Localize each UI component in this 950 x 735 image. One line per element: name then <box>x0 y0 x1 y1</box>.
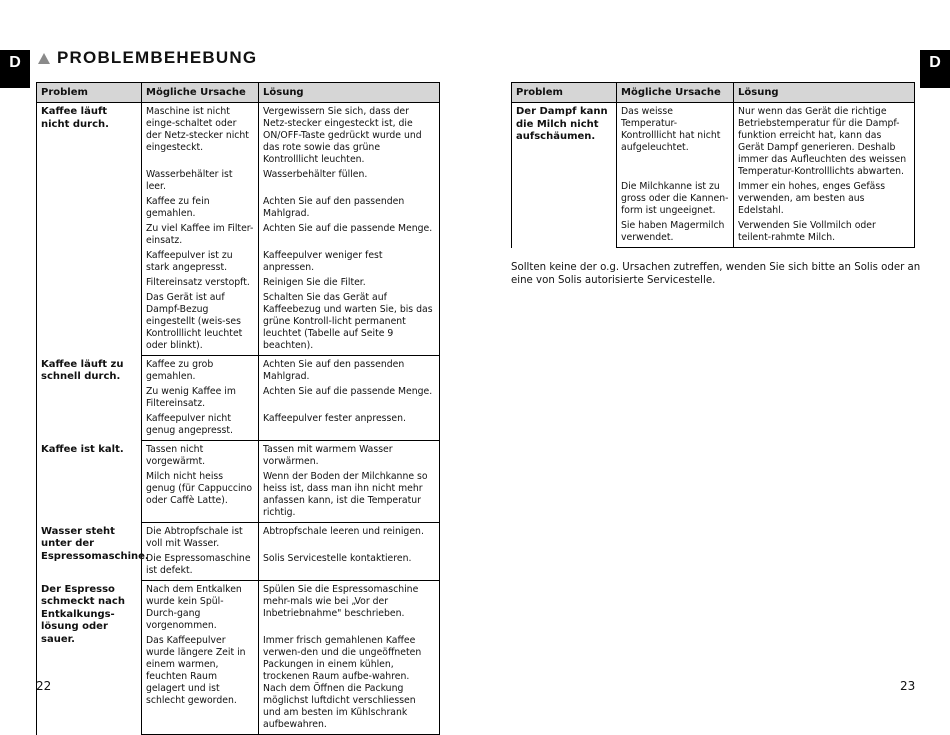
solution-cell: Kaffeepulver fester anpressen. <box>259 410 440 441</box>
cause-cell: Kaffee zu grob gemahlen. <box>142 356 259 384</box>
cause-cell: Das weisse Temperatur-Kontrolllicht hat nicht aufgeleuchtet. <box>617 103 734 179</box>
solution-cell: Immer ein hohes, enges Gefäss verwenden, am besten aus Edelstahl. <box>734 178 915 217</box>
header-solution: Lösung <box>259 83 440 103</box>
cause-cell: Zu viel Kaffee im Filter-einsatz. <box>142 220 259 247</box>
cause-cell: Kaffee zu fein gemahlen. <box>142 193 259 220</box>
table-row <box>512 103 915 179</box>
header-cause: Mögliche Ursache <box>617 83 734 103</box>
solution-cell: Immer frisch gemahlenen Kaffee verwen-den und die ungeöffneten Packungen in einem kühlen, trockenen Raum aufbe-wahren. Nach dem Öffnen die Packung möglichst luftdicht verschliessen und am besten im Kühlschrank aufbewahren. <box>259 632 440 735</box>
cause-cell: Die Espressomaschine ist defekt. <box>142 550 259 581</box>
page-number-left: 22 <box>36 679 52 693</box>
header-problem: Problem <box>512 83 617 103</box>
table-body-left <box>37 103 440 735</box>
troubleshooting-table-left <box>36 82 440 735</box>
solution-cell: Wenn der Boden der Milchkanne so heiss ist, dass man ihn nicht mehr anfassen kann, ist die Temperatur richtig. <box>259 468 440 523</box>
cause-cell: Die Abtropfschale ist voll mit Wasser. <box>142 523 259 551</box>
page-title <box>38 48 257 68</box>
problem-cell: Wasser steht unter der Espressomaschine. <box>37 523 142 581</box>
solution-cell: Abtropfschale leeren und reinigen. <box>259 523 440 551</box>
cause-cell: Wasserbehälter ist leer. <box>142 166 259 193</box>
table-row <box>37 356 440 384</box>
page-number-right: 23 <box>900 679 916 693</box>
problem-cell: Kaffee ist kalt. <box>37 441 142 523</box>
solution-cell: Schalten Sie das Gerät auf Kaffeebezug und warten Sie, bis das grüne Kontroll-licht permanent leuchtet (Tabelle auf Seite 9 beachten). <box>259 289 440 356</box>
solution-cell: Achten Sie auf den passenden Mahlgrad. <box>259 193 440 220</box>
troubleshooting-table-right <box>511 82 915 248</box>
table-body-right <box>512 103 915 248</box>
cause-cell: Zu wenig Kaffee im Filtereinsatz. <box>142 383 259 410</box>
problem-cell: Der Espresso schmeckt nach Entkalkungs-lösung oder sauer. <box>37 581 142 735</box>
table-row <box>37 523 440 551</box>
header-problem: Problem <box>37 83 142 103</box>
cause-cell: Milch nicht heiss genug (für Cappuccino oder Caffè Latte). <box>142 468 259 523</box>
solution-cell: Verwenden Sie Vollmilch oder teilent-rahmte Milch. <box>734 217 915 248</box>
solution-cell: Wasserbehälter füllen. <box>259 166 440 193</box>
solution-cell: Vergewissern Sie sich, dass der Netz-stecker eingesteckt ist, die ON/OFF-Taste gedrückt wurde und das rote sowie das grüne Kontrolllicht leuchten. <box>259 103 440 167</box>
table-row <box>37 581 440 633</box>
cause-cell: Nach dem Entkalken wurde kein Spül-Durch-gang vorgenommen. <box>142 581 259 633</box>
triangle-icon <box>38 53 50 64</box>
cause-cell: Tassen nicht vorgewärmt. <box>142 441 259 469</box>
language-tab-right: D <box>920 50 950 88</box>
problem-cell: Der Dampf kann die Milch nicht aufschäumen. <box>512 103 617 248</box>
cause-cell: Das Kaffeepulver wurde längere Zeit in einem warmen, feuchten Raum gelagert und ist schlecht geworden. <box>142 632 259 735</box>
solution-cell: Spülen Sie die Espressomaschine mehr-mals wie bei „Vor der Inbetriebnahme" beschrieben. <box>259 581 440 633</box>
cause-cell: Kaffeepulver ist zu stark angepresst. <box>142 247 259 274</box>
cause-cell: Sie haben Magermilch verwendet. <box>617 217 734 248</box>
table-row <box>37 441 440 469</box>
service-note: Sollten keine der o.g. Ursachen zutreffen, wenden Sie sich bitte an Solis oder an eine von Solis autorisierte Servicestelle. <box>511 262 921 286</box>
cause-cell: Das Gerät ist auf Dampf-Bezug eingestellt (weis-ses Kontrolllicht leuchtet oder blinkt). <box>142 289 259 356</box>
header-solution: Lösung <box>734 83 915 103</box>
solution-cell: Achten Sie auf die passende Menge. <box>259 220 440 247</box>
problem-cell: Kaffee läuft zu schnell durch. <box>37 356 142 441</box>
cause-cell: Maschine ist nicht einge-schaltet oder der Netz-stecker nicht eingesteckt. <box>142 103 259 167</box>
language-tab-left: D <box>0 50 30 88</box>
table-row <box>37 103 440 167</box>
solution-cell: Tassen mit warmem Wasser vorwärmen. <box>259 441 440 469</box>
solution-cell: Kaffeepulver weniger fest anpressen. <box>259 247 440 274</box>
cause-cell: Kaffeepulver nicht genug angepresst. <box>142 410 259 441</box>
cause-cell: Die Milchkanne ist zu gross oder die Kannen-form ist ungeeignet. <box>617 178 734 217</box>
solution-cell: Solis Servicestelle kontaktieren. <box>259 550 440 581</box>
cause-cell: Filtereinsatz verstopft. <box>142 274 259 289</box>
problem-cell: Kaffee läuft nicht durch. <box>37 103 142 356</box>
solution-cell: Nur wenn das Gerät die richtige Betriebstemperatur für die Dampf-funktion erreicht hat, kann das Gerät Dampf generieren. Deshalb immer das Aufleuchten des weissen Temperatur-Kontrolllichts abwarten. <box>734 103 915 179</box>
solution-cell: Achten Sie auf die passende Menge. <box>259 383 440 410</box>
solution-cell: Achten Sie auf den passenden Mahlgrad. <box>259 356 440 384</box>
solution-cell: Reinigen Sie die Filter. <box>259 274 440 289</box>
header-cause: Mögliche Ursache <box>142 83 259 103</box>
page-title-text: PROBLEMBEHEBUNG <box>57 48 258 67</box>
